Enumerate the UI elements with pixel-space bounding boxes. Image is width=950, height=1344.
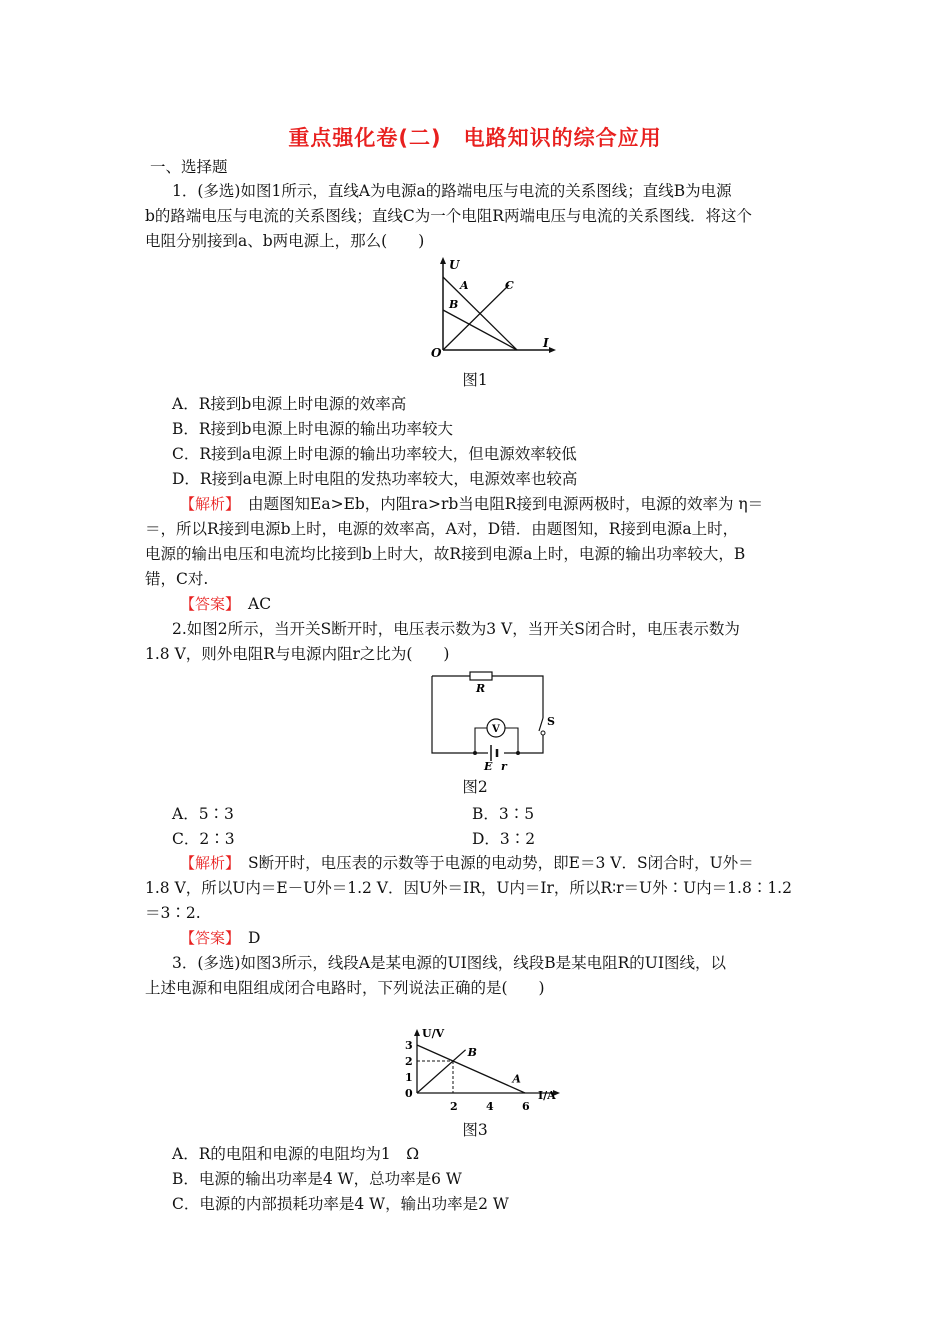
answer-tag: 【答案】 <box>180 929 233 947</box>
figure-3-chart <box>395 1003 585 1113</box>
x-tick-label: 6 <box>522 1100 530 1113</box>
analysis-tag: 【解析】 <box>180 854 233 872</box>
axis-u-label: U <box>449 258 460 272</box>
switch-label: S <box>547 715 555 728</box>
q2-analysis-line-1 <box>180 852 845 874</box>
label-a: A <box>460 279 469 292</box>
y-axis-arrow <box>414 1029 420 1036</box>
q2-analysis-line-2: 1.8 V，所以U内＝E－U外＝1.2 V．因U外＝IR，U内＝Ir，所以R∶r＝U外∶U内＝1.8∶1.2 <box>145 879 792 897</box>
q1-stem-line-1: 1．(多选)如图1所示，直线A为电源a的路端电压与电流的关系图线；直线B为电源 <box>172 182 732 200</box>
series-label-A: A <box>512 1072 521 1086</box>
q1-option-a: A．R接到b电源上时电源的效率高 <box>172 395 407 413</box>
q3-stem-line-1: 3．(多选)如图3所示，线段A是某电源的UI图线，线段B是某电阻R的UI图线，以 <box>172 954 726 972</box>
q1-analysis-line-1 <box>180 493 845 515</box>
figure-2-circuit <box>430 670 560 772</box>
switch-icon <box>541 731 545 735</box>
q3-stem-line-2: 上述电源和电阻组成闭合电路时，下列说法正确的是( ) <box>145 979 545 997</box>
q2-answer-line <box>180 927 845 949</box>
figure-3-caption: 图3 <box>462 1121 488 1139</box>
internal-r-label: r <box>501 760 507 772</box>
q2-option-b: B．3∶5 <box>472 805 535 823</box>
q1-stem-line-3: 电阻分别接到a、b两电源上，那么( ) <box>145 232 425 250</box>
q2-option-c: C．2∶3 <box>172 830 235 848</box>
figure-2-caption: 图2 <box>462 778 488 796</box>
q1-analysis-line-4: 错，C对. <box>145 570 209 588</box>
y-axis-label: U/V <box>422 1027 445 1040</box>
y-tick-label: 0 <box>405 1087 413 1100</box>
resistor-icon <box>470 672 492 680</box>
q2-stem-line-1: 2.如图2所示，当开关S断开时，电压表示数为3 V，当开关S闭合时，电压表示数为 <box>172 620 740 638</box>
figure-1-caption: 图1 <box>462 371 488 389</box>
q2-stem-line-2: 1.8 V，则外电阻R与电源内阻r之比为( ) <box>145 645 450 663</box>
analysis-tag: 【解析】 <box>180 495 233 513</box>
emf-label: E <box>484 760 493 772</box>
q1-stem-line-2: b的路端电压与电流的关系图线；直线C为一个电阻R两端电压与电流的关系图线．将这个 <box>145 207 752 225</box>
label-c: C <box>505 279 514 292</box>
q1-analysis-line-3: 电源的输出电压和电流均比接到b上时大，故R接到电源a上时，电源的输出功率较大，B <box>145 545 746 563</box>
q1-answer-line <box>180 593 845 615</box>
q2-analysis-line-3: ＝3∶2. <box>145 904 201 922</box>
label-b: B <box>449 298 459 311</box>
answer-tag: 【答案】 <box>180 595 233 613</box>
q1-answer: AC <box>248 595 272 613</box>
q2-option-d: D．3∶2 <box>472 830 536 848</box>
x-tick-label: 4 <box>486 1100 494 1113</box>
line-b <box>443 310 517 350</box>
y-tick-label: 3 <box>405 1039 413 1052</box>
q1-option-b: B．R接到b电源上时电源的输出功率较大 <box>172 420 453 438</box>
x-tick-label: 2 <box>450 1100 458 1113</box>
origin-label: O <box>431 346 442 360</box>
figure-1-graph <box>425 255 560 360</box>
q3-option-c: C．电源的内部损耗功率是4 W，输出功率是2 W <box>172 1195 509 1213</box>
q3-option-a: A．R的电阻和电源的电阻均为1 Ω <box>172 1145 420 1163</box>
q1-option-d: D．R接到a电源上时电阻的发热功率较大，电源效率也较高 <box>172 470 578 488</box>
q1-option-c: C．R接到a电源上时电源的输出功率较大，但电源效率较低 <box>172 445 577 463</box>
switch-blade <box>539 718 543 731</box>
q2-answer: D <box>248 929 261 947</box>
resistor-label: R <box>476 682 486 695</box>
axis-i-label: I <box>543 336 549 350</box>
q2-option-a: A．5∶3 <box>172 805 234 823</box>
section-heading: 一、选择题 <box>150 158 228 176</box>
series-label-B: B <box>467 1045 477 1059</box>
x-axis-label: I/A <box>538 1089 556 1102</box>
q2-analysis-text-1: S断开时，电压表的示数等于电源的电动势，即E＝3 V．S闭合时，U外＝ <box>248 854 754 872</box>
page-title: 重点强化卷(二) 电路知识的综合应用 <box>288 126 662 150</box>
q3-option-b: B．电源的输出功率是4 W，总功率是6 W <box>172 1170 462 1188</box>
y-tick-label: 2 <box>405 1055 413 1068</box>
y-tick-label: 1 <box>405 1071 413 1084</box>
q1-analysis-line-2: ＝，所以R接到电源b上时，电源的效率高，A对，D错．由题图知，R接到电源a上时， <box>145 520 739 538</box>
voltmeter-label: V <box>492 724 500 735</box>
q1-analysis-text-1: 由题图知Ea>Eb，内阻ra>rb当电阻R接到电源两极时，电源的效率为 η＝ <box>248 495 764 513</box>
